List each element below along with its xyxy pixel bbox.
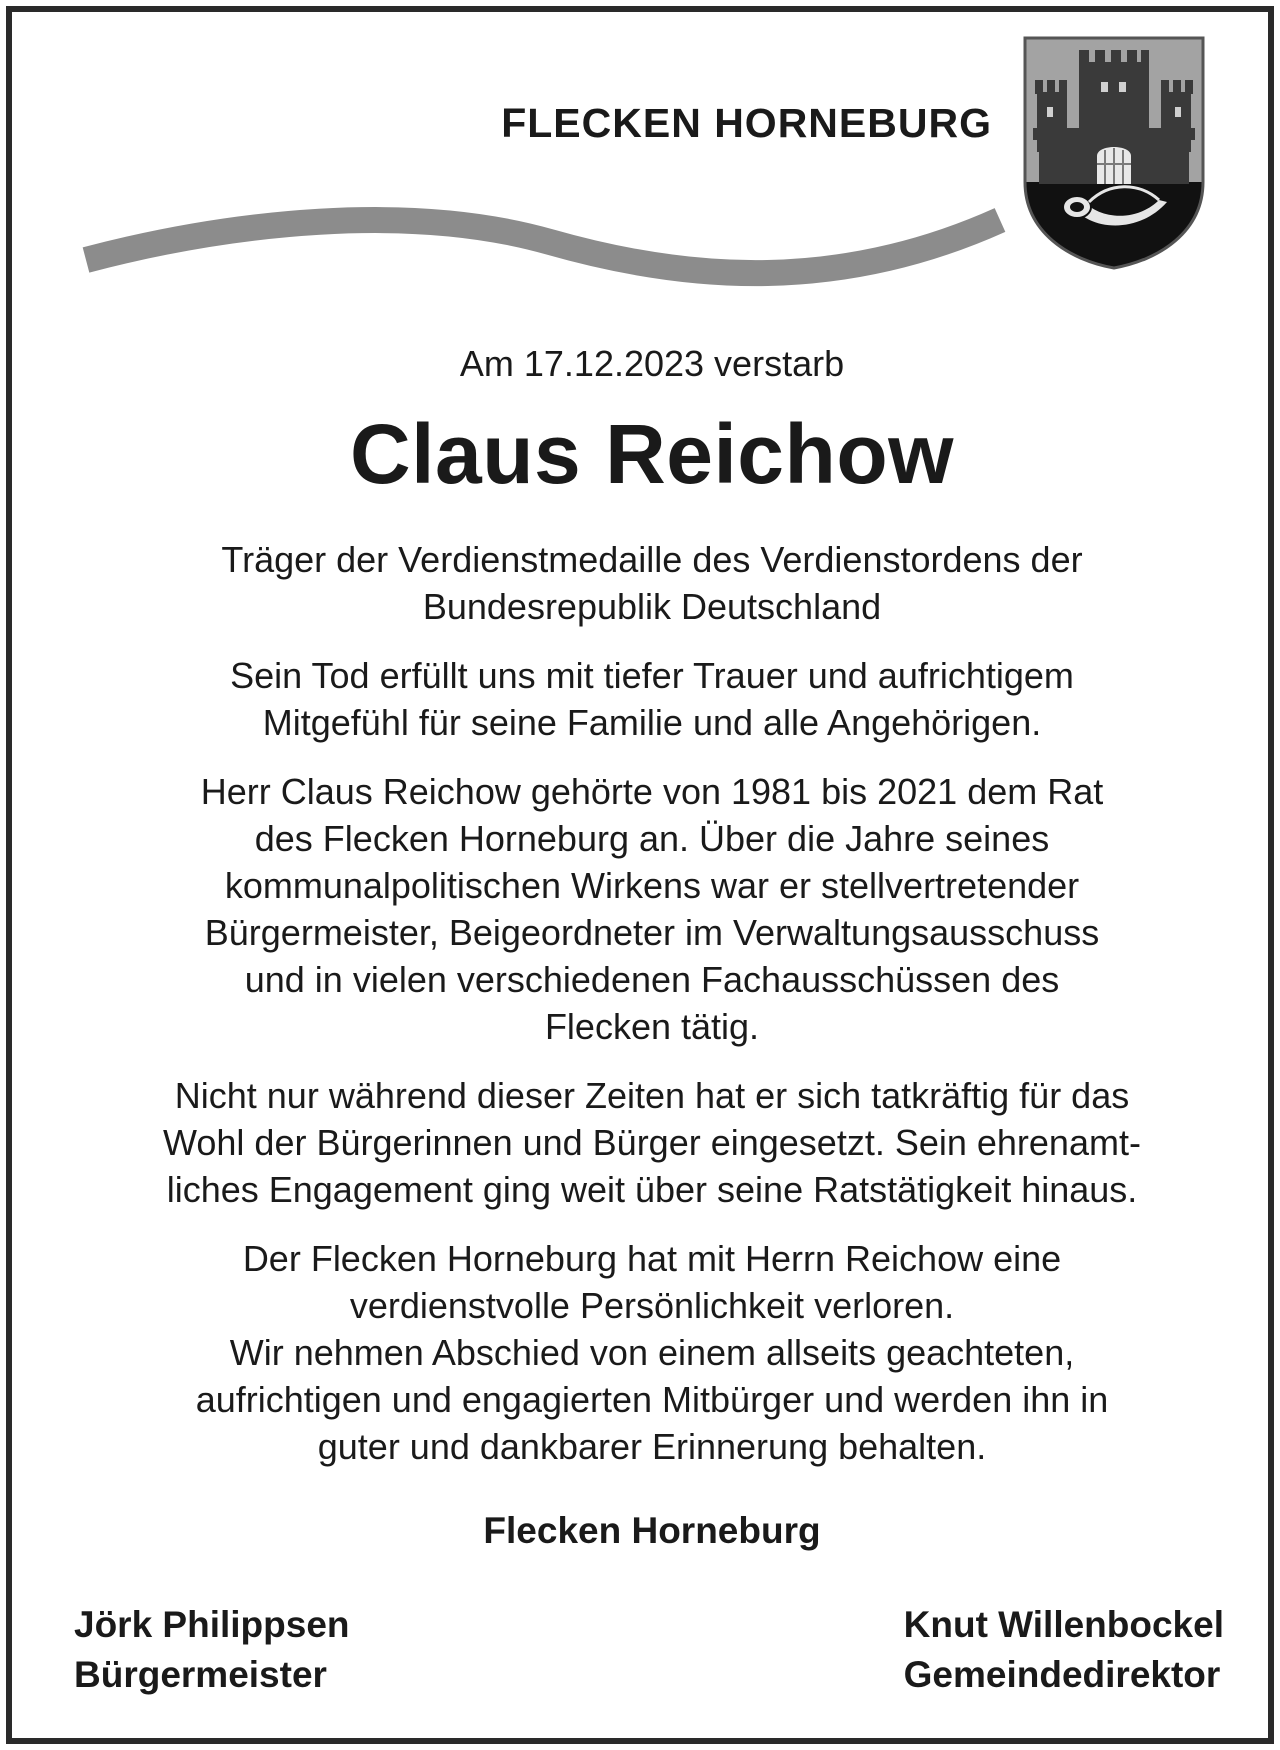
paragraph-career <box>62 768 1242 1050</box>
text-line: Nicht nur während dieser Zeiten hat er sich tatkräftig für das <box>174 1075 1130 1116</box>
wave-band-icon <box>80 202 1020 302</box>
signature-left <box>74 1600 350 1700</box>
signer-name: Knut Willenbockel <box>903 1604 1224 1645</box>
text-line: Mitgefühl für seine Familie und alle Angehörigen. <box>262 702 1042 743</box>
text-line: Der Flecken Horneburg hat mit Herrn Reichow eine <box>242 1238 1062 1279</box>
text-line: guter und dankbarer Erinnerung behalten. <box>317 1426 987 1467</box>
signature-row <box>74 1600 1224 1700</box>
signer-name: Jörk Philippsen <box>74 1604 350 1645</box>
text-line: Herr Claus Reichow gehörte von 1981 bis 2021 dem Rat <box>200 771 1104 812</box>
text-line: aufrichtigen und engagierten Mitbürger und werden ihn in <box>195 1379 1109 1420</box>
signature-organization: Flecken Horneburg <box>483 1510 821 1551</box>
text-line: liches Engagement ging weit über seine Ratstätigkeit hinaus. <box>166 1169 1138 1210</box>
text-line: Träger der Verdienstmedaille des Verdienstordens der <box>221 539 1083 580</box>
text-line: kommunalpolitischen Wirkens war er stellvertretender <box>224 865 1080 906</box>
signature-right <box>904 1600 1224 1700</box>
text-line: Wir nehmen Abschied von einem allseits geachteten, <box>229 1332 1075 1373</box>
notice-body <box>62 342 1242 1554</box>
paragraph-engagement <box>62 1072 1242 1213</box>
text-line: des Flecken Horneburg an. Über die Jahre seines <box>254 818 1050 859</box>
text-line: Bundesrepublik Deutschland <box>422 586 882 627</box>
text-line: Bürgermeister, Beigeordneter im Verwaltungsausschuss <box>204 912 1100 953</box>
deceased-name: Claus Reichow <box>350 407 954 501</box>
notice-frame <box>6 6 1274 1744</box>
text-line: verdienstvolle Persönlichkeit verloren. <box>349 1285 955 1326</box>
death-date-line: Am 17.12.2023 verstarb <box>459 343 845 384</box>
paragraph-farewell <box>62 1235 1242 1470</box>
signer-role: Gemeindedirektor <box>903 1654 1221 1695</box>
text-line: und in vielen verschiedenen Fachausschüssen des <box>244 959 1060 1000</box>
paragraph-honor <box>62 536 1242 630</box>
text-line: Sein Tod erfüllt uns mit tiefer Trauer und aufrichtigem <box>230 655 1074 696</box>
text-line: Flecken tätig. <box>544 1006 760 1047</box>
paragraph-condolence <box>62 652 1242 746</box>
signer-role: Bürgermeister <box>74 1654 327 1695</box>
coat-of-arms-castle-horn-icon <box>1019 32 1209 272</box>
municipality-title: FLECKEN HORNEBURG <box>501 100 992 146</box>
text-line: Wohl der Bürgerinnen und Bürger eingesetzt. Sein ehrenamt- <box>163 1122 1141 1163</box>
